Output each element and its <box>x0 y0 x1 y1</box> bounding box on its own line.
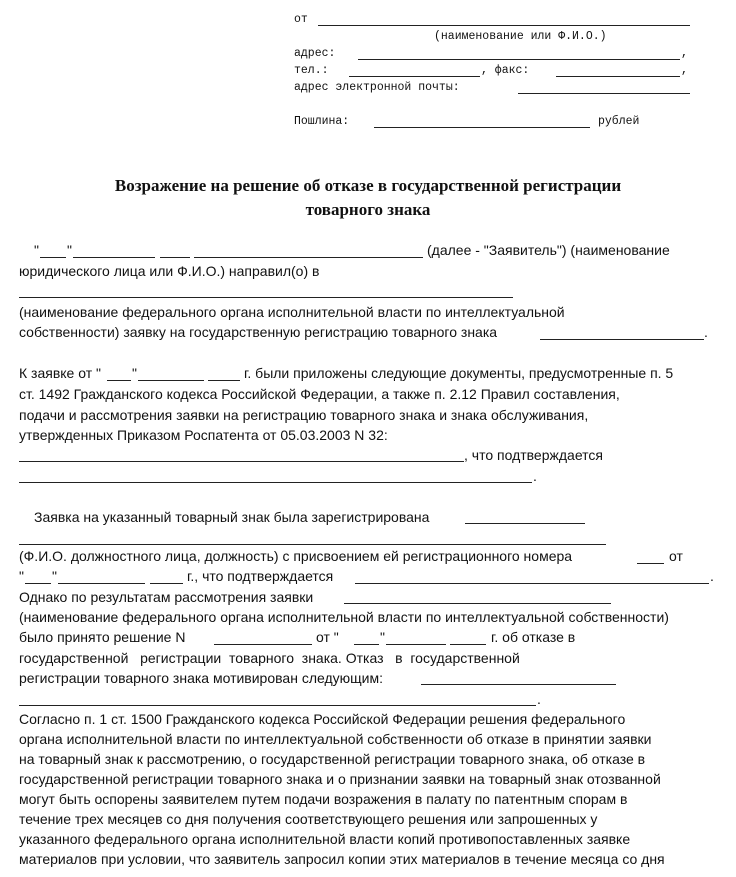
decision-year-field[interactable] <box>450 644 486 645</box>
p3-line3: (Ф.И.О. должностного лица, должность) с присвоением ей регистрационного номера <box>19 548 573 564</box>
p4-line1: Согласно п. 1 ст. 1500 Гражданского кодекса Российской Федерации решения федерального <box>19 711 626 727</box>
from-label: от <box>294 13 308 26</box>
p3-line7-b: от " <box>316 629 339 645</box>
day-field[interactable] <box>40 257 66 258</box>
decision-number-field[interactable] <box>214 644 312 645</box>
decision-day-field[interactable] <box>354 644 379 645</box>
p3-line4-open: " <box>19 568 24 584</box>
duty-field[interactable] <box>374 127 590 128</box>
quote-close: " <box>67 242 72 258</box>
p3-line3-tail: от <box>669 548 683 564</box>
p1-line4: (наименование федерального органа исполнительной власти по интеллектуальной <box>19 304 565 320</box>
decision-month-field[interactable] <box>386 644 446 645</box>
official-field[interactable] <box>19 544 606 545</box>
address-field[interactable] <box>358 59 680 60</box>
reason-field[interactable] <box>421 684 616 685</box>
email-label: адрес электронной почты: <box>294 81 460 94</box>
p3-line8: государственной регистрации товарного знака. Отказ в государственной <box>19 650 520 666</box>
registered-field[interactable] <box>465 523 585 524</box>
documents-field[interactable] <box>19 461 464 462</box>
p2-dot: . <box>533 468 537 484</box>
p2-line2: ст. 1492 Гражданского кодекса Российской Федерации, а также п. 2.12 Правил составления, <box>19 386 620 402</box>
phone-label: тел.: <box>294 64 329 77</box>
document-title-line2: товарного знака <box>305 200 431 219</box>
app-year-field[interactable] <box>208 380 240 381</box>
reg-year-field[interactable] <box>150 583 183 584</box>
fax-field[interactable] <box>556 76 680 77</box>
trademark-field[interactable] <box>540 339 704 340</box>
p2-line5-tail: , что подтверждается <box>464 447 603 463</box>
p3-line9: регистрации товарного знака мотивирован следующим: <box>19 670 383 686</box>
reason-continued-field[interactable] <box>19 705 536 706</box>
document-title-line1: Возражение на решение об отказе в государственной регистрации <box>114 176 622 195</box>
p4-line2: органа исполнительной власти по интеллектуальной собственности об отказе в принятии заявки <box>19 731 652 747</box>
p3-line7-d: г. об отказе в <box>491 629 576 645</box>
reg-proof-field[interactable] <box>355 583 709 584</box>
review-authority-field[interactable] <box>344 603 611 604</box>
reg-month-field[interactable] <box>58 583 145 584</box>
p4-line8: материалов при условии, что заявитель запросил копии этих материалов в течение месяца со дня <box>19 851 665 867</box>
p3-line6: (наименование федерального органа исполнительной власти по интеллектуальной собственности) <box>19 609 669 625</box>
p2-line1-b: " <box>132 365 137 381</box>
p2-line4: утвержденных Приказом Роспатента от 05.03.2003 N 32: <box>19 427 388 443</box>
p1-line5: собственности) заявку на государственную регистрацию товарного знака <box>19 324 498 340</box>
p3-line1: Заявка на указанный товарный знак была зарегистрирована <box>34 509 430 525</box>
applicant-tail: (далее - "Заявитель") (наименование <box>427 242 670 258</box>
p2-line3: подачи и рассмотрения заявки на регистрацию товарного знака и знака обслуживания, <box>19 407 589 423</box>
address-comma: , <box>681 47 688 60</box>
fax-comma: , <box>681 64 688 77</box>
confirmation-field[interactable] <box>19 482 532 483</box>
authority-field[interactable] <box>19 297 513 298</box>
p4-line6: течение трех месяцев со дня получения соответствующего решения или запрошенных у <box>19 811 598 827</box>
year-field[interactable] <box>160 257 190 258</box>
reg-day-field[interactable] <box>25 583 51 584</box>
p1-line2: юридического лица или Ф.И.О.) направил(о) в <box>19 263 320 279</box>
from-field[interactable] <box>318 25 690 26</box>
p4-line5: могут быть оспорены заявителем путем подачи возражения в палату по патентным спорам в <box>19 791 628 807</box>
quote-open: " <box>34 242 39 258</box>
p3-line5: Однако по результатам рассмотрения заявки <box>19 589 314 605</box>
currency-label: рублей <box>598 115 640 128</box>
email-field[interactable] <box>518 93 690 94</box>
p3-line7-a: было принято решение N <box>19 629 186 645</box>
p4-line7: указанного федерального органа исполнительной власти копий противопоставленных заявке <box>19 831 631 847</box>
p2-line1-c: г. были приложены следующие документы, предусмотренные п. 5 <box>244 365 674 381</box>
p3-line4-q: " <box>52 568 57 584</box>
fax-label: , факс: <box>481 64 530 77</box>
app-month-field[interactable] <box>138 380 204 381</box>
p3-dot1: . <box>710 568 714 584</box>
address-label: адрес: <box>294 47 336 60</box>
from-hint: (наименование или Ф.И.О.) <box>434 30 607 43</box>
p4-line4: государственной регистрации товарного знака и о признании заявки на товарный знак отозванной <box>19 771 661 787</box>
p1-dot: . <box>704 324 708 340</box>
p4-line3: на товарный знак к рассмотрению, о государственной регистрации товарного знака, об отказе в <box>19 751 646 767</box>
applicant-field[interactable] <box>194 257 423 258</box>
p3-line4-c: г., что подтверждается <box>187 568 334 584</box>
p3-line7-c: " <box>380 629 385 645</box>
app-day-field[interactable] <box>107 380 131 381</box>
p2-line1-a: К заявке от " <box>19 365 101 381</box>
phone-field[interactable] <box>349 76 480 77</box>
reg-number-field[interactable] <box>637 563 664 564</box>
p3-dot2: . <box>537 691 541 707</box>
duty-label: Пошлина: <box>294 115 350 128</box>
month-field[interactable] <box>73 257 155 258</box>
